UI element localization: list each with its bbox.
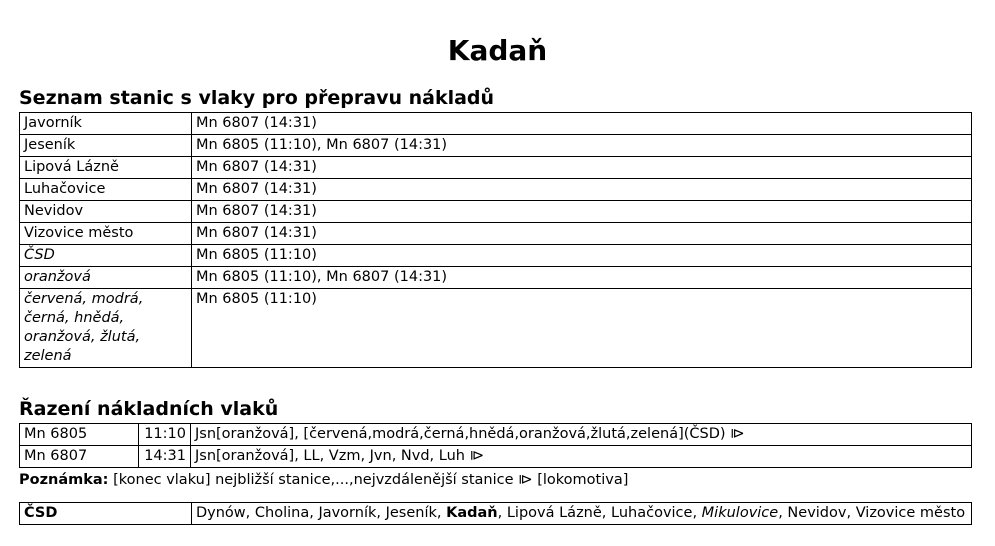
station-name: Javorník — [20, 113, 192, 135]
category-trains: Mn 6805 (11:10) — [192, 289, 972, 368]
table-row — [20, 289, 972, 368]
route-label: ČSD — [20, 503, 192, 525]
table-row — [20, 503, 972, 525]
train-composition: Jsn[oranžová], LL, Vzm, Jvn, Nvd, Luh ⧐ — [191, 446, 972, 468]
category-name: ČSD — [20, 245, 192, 267]
note — [19, 470, 628, 490]
station-name: Lipová Lázně — [20, 157, 192, 179]
note-label: Poznámka: — [19, 472, 109, 488]
category-trains: Mn 6805 (11:10), Mn 6807 (14:31) — [192, 267, 972, 289]
train-composition: Jsn[oranžová], [červená,modrá,černá,hnědá,oranžová,žlutá,zelená](ČSD) ⧐ — [191, 424, 972, 446]
route-stations: Dynów, Cholina, Javorník, Jeseník, Kadaň, Lipová Lázně, Luhačovice, Mikulovice, Nevidov, Vizovice město — [192, 503, 972, 525]
table-row — [20, 424, 972, 446]
route-station: Jeseník — [385, 505, 437, 521]
route-station: Lipová Lázně — [506, 505, 602, 521]
station-trains: Mn 6805 (11:10), Mn 6807 (14:31) — [192, 135, 972, 157]
route-station: Kadaň — [446, 505, 498, 521]
table-row — [20, 113, 972, 135]
route-station: Luhačovice — [611, 505, 693, 521]
station-trains: Mn 6807 (14:31) — [192, 113, 972, 135]
route-station: Vizovice město — [855, 505, 966, 521]
category-name: oranžová — [20, 267, 192, 289]
table-row — [20, 179, 972, 201]
category-name: červená, modrá, černá, hnědá, oranžová, žlutá, zelená — [20, 289, 192, 368]
table-row — [20, 201, 972, 223]
stations-table — [19, 112, 972, 368]
route-station: Javorník — [318, 505, 377, 521]
route-station: Nevidov — [787, 505, 847, 521]
table-row — [20, 223, 972, 245]
table-row — [20, 157, 972, 179]
train-number: Mn 6807 — [20, 446, 139, 468]
route-station: Cholina — [254, 505, 310, 521]
route-table — [19, 502, 972, 525]
station-trains: Mn 6807 (14:31) — [192, 157, 972, 179]
train-time: 14:31 — [139, 446, 191, 468]
station-trains: Mn 6807 (14:31) — [192, 201, 972, 223]
station-trains: Mn 6807 (14:31) — [192, 179, 972, 201]
stations-section-title: Seznam stanic s vlaky pro přepravu nákladů — [19, 87, 495, 109]
table-row — [20, 446, 972, 468]
table-row — [20, 267, 972, 289]
station-name: Luhačovice — [20, 179, 192, 201]
table-row — [20, 245, 972, 267]
category-trains: Mn 6805 (11:10) — [192, 245, 972, 267]
route-station: Mikulovice — [701, 505, 779, 521]
station-name: Jeseník — [20, 135, 192, 157]
train-number: Mn 6805 — [20, 424, 139, 446]
page-title: Kadaň — [447, 34, 548, 67]
route-station: Dynów — [196, 505, 246, 521]
note-text: [konec vlaku] nejbližší stanice,...,nejvzdálenější stanice ⧐ [lokomotiva] — [108, 472, 629, 488]
station-trains: Mn 6807 (14:31) — [192, 223, 972, 245]
train-time: 11:10 — [139, 424, 191, 446]
station-name: Vizovice město — [20, 223, 192, 245]
composition-table — [19, 423, 972, 468]
station-name: Nevidov — [20, 201, 192, 223]
composition-section-title: Řazení nákladních vlaků — [19, 398, 279, 420]
table-row — [20, 135, 972, 157]
